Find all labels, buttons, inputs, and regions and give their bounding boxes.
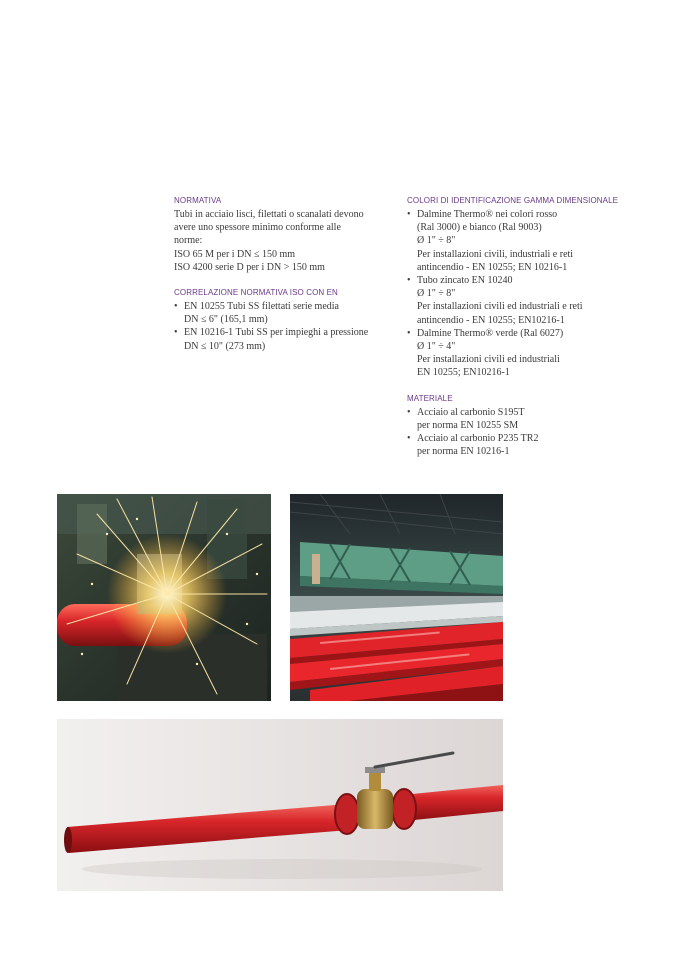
materiale-list [407,406,622,459]
list-item-line: (Ral 3000) e bianco (Ral 9003) [417,222,542,234]
list-item-line: • Dalmine Thermo® verde (Ral 6027) [417,327,564,339]
list-item-line: • Acciaio al carbonio P235 TR2 [417,433,539,445]
list-item-line: antincendio - EN 10255; EN10216-1 [417,314,565,326]
list-item [407,274,622,327]
list-item-line: • Tubo zincato EN 10240 [417,275,513,287]
normativa-heading: NORMATIVA [174,196,222,205]
correlazione-heading: CORRELAZIONE NORMATIVA ISO CON EN [174,288,338,298]
list-item [407,406,622,432]
list-item-line: per norma EN 10216-1 [417,446,510,458]
left-column [174,195,394,353]
pipe-valve-photo [57,719,503,891]
correlazione-list [174,300,394,353]
list-item-line: Ø 1" ÷ 4" [417,341,456,353]
list-item-line: Per installazioni civili ed industriali [417,354,560,366]
list-item-line: EN 10255; EN10216-1 [417,367,510,379]
normativa-text [174,208,394,274]
colori-list [407,208,622,380]
normativa-line: avere uno spessore minimo conforme alle [174,222,341,234]
list-item-line: DN ≤ 10" (273 mm) [184,340,266,352]
normativa-line: ISO 65 M per i DN ≤ 150 mm [174,248,296,260]
list-item-line: DN ≤ 6" (165,1 mm) [184,314,268,326]
normativa-line: Tubi in acciaio lisci, filettati o scanalati devono [174,209,364,220]
list-item-line: Per installazioni civili ed industriali e reti [417,301,583,313]
colori-heading: COLORI DI IDENTIFICAZIONE GAMMA DIMENSIONALE [407,196,619,205]
list-item-line: Ø 1" ÷ 8" [417,288,456,300]
list-item-line: • Dalmine Thermo® nei colori rosso [417,209,558,220]
normativa-section [174,195,394,274]
list-item [174,300,394,326]
normativa-line: ISO 4200 serie D per i DN > 150 mm [174,261,325,273]
right-column [407,195,622,458]
correlazione-section [174,287,394,353]
list-item-line: Per installazioni civili, industriali e reti [417,248,574,260]
normativa-line: norme: [174,235,203,247]
list-item [407,208,622,274]
red-pipes-factory-photo [290,494,503,701]
list-item-line: antincendio - EN 10255; EN 10216-1 [417,261,568,273]
list-item [174,326,394,352]
list-item [407,327,622,380]
list-item-line: • EN 10216-1 Tubi SS per impieghi a pressione [184,327,369,339]
welding-sparks-photo [57,494,271,701]
list-item [407,432,622,458]
list-item-line: Ø 1" ÷ 8" [417,235,456,247]
materiale-heading: MATERIALE [407,393,453,403]
list-item-line: • Acciaio al carbonio S195T [417,406,525,418]
list-item-line: per norma EN 10255 SM [417,419,519,431]
materiale-section [407,393,622,459]
colori-section [407,195,622,380]
list-item-line: • EN 10255 Tubi SS filettati serie media [184,301,339,313]
